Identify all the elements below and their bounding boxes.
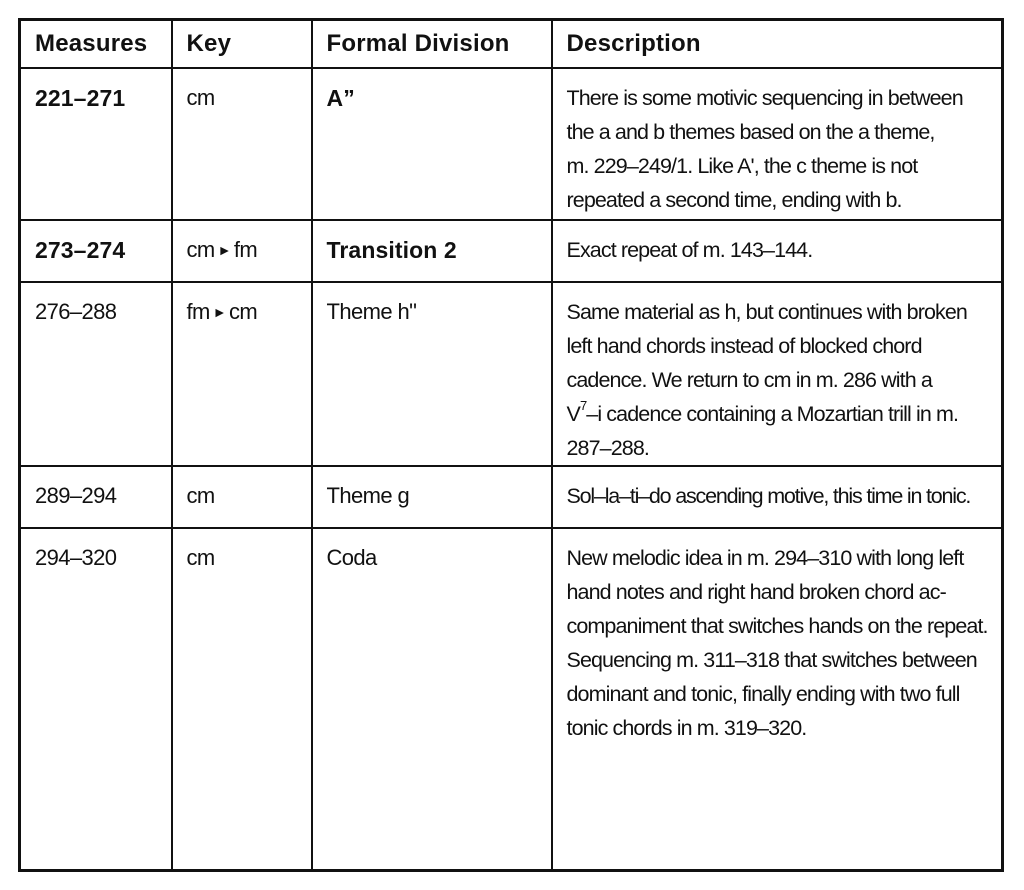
measures-cell: 221–271 [20, 68, 172, 220]
description-line-rest: –i cadence containing a Mozartian trill in m. [586, 402, 959, 426]
description-line: repeated a second time, ending with b. [566, 188, 902, 212]
description-line: Exact repeat of m. 143–144. [566, 238, 813, 262]
description-line: Sol–la–ti–do ascending motive, this time in tonic. [566, 484, 971, 508]
description-line: There is some motivic sequencing in between [566, 86, 963, 110]
header-measures: Measures [20, 20, 172, 69]
measures-cell: 276–288 [20, 282, 172, 466]
header-description: Description [552, 20, 1003, 69]
description-line: companiment that switches hands on the repeat. [566, 614, 988, 638]
key-cell: cm [172, 528, 312, 871]
key-to: fm [233, 237, 258, 262]
description-line: left hand chords instead of blocked chord [566, 334, 922, 358]
table-row [20, 528, 1003, 871]
table-row [20, 466, 1003, 528]
key-from: fm [186, 299, 210, 324]
description-line: cadence. We return to cm in m. 286 with a [566, 368, 932, 392]
key-to: cm [229, 299, 258, 324]
description-line: New melodic idea in m. 294–310 with long left [566, 546, 964, 570]
formal-division-cell: Theme h" [312, 282, 552, 466]
description-line: the a and b themes based on the a theme, [566, 120, 935, 144]
formal-division-cell: Transition 2 [312, 220, 552, 282]
description-line: Same material as h, but continues with broken [566, 300, 967, 324]
description-cell [552, 220, 1003, 282]
description-line: tonic chords in m. 319–320. [566, 716, 807, 740]
key-from: cm [186, 237, 215, 262]
key-cell: cm [172, 68, 312, 220]
formal-division-cell: A” [312, 68, 552, 220]
description-line: m. 229–249/1. Like A', the c theme is not [566, 154, 918, 178]
table-body [20, 68, 1003, 871]
formal-division-cell: Coda [312, 528, 552, 871]
table-header [20, 20, 1003, 69]
header-row [20, 20, 1003, 69]
description-line: dominant and tonic, finally ending with two full [566, 682, 960, 706]
formal-division-cell: Theme g [312, 466, 552, 528]
description-cell [552, 68, 1003, 220]
header-key: Key [172, 20, 312, 69]
measures-cell: 273–274 [20, 220, 172, 282]
description-line [567, 397, 996, 431]
table-row [20, 68, 1003, 220]
modulation-arrow-icon: ► [217, 242, 231, 258]
description-cell [552, 528, 1003, 871]
description-line: Sequencing m. 311–318 that switches between [566, 648, 977, 672]
description-cell [552, 466, 1003, 528]
key-cell: cm [172, 466, 312, 528]
key-cell [172, 220, 312, 282]
table-row [20, 282, 1003, 466]
measures-cell: 289–294 [20, 466, 172, 528]
description-cell [552, 282, 1003, 466]
dominant-symbol: V [566, 402, 580, 426]
table-row [20, 220, 1003, 282]
measures-cell: 294–320 [20, 528, 172, 871]
modulation-arrow-icon: ► [212, 304, 227, 320]
header-formal-division: Formal Division [312, 20, 552, 69]
key-cell [172, 282, 312, 466]
formal-analysis-table [18, 18, 1004, 872]
description-line: 287–288. [566, 436, 649, 460]
seventh-superscript: 7 [579, 397, 587, 413]
description-line: hand notes and right hand broken chord ac- [566, 580, 946, 604]
